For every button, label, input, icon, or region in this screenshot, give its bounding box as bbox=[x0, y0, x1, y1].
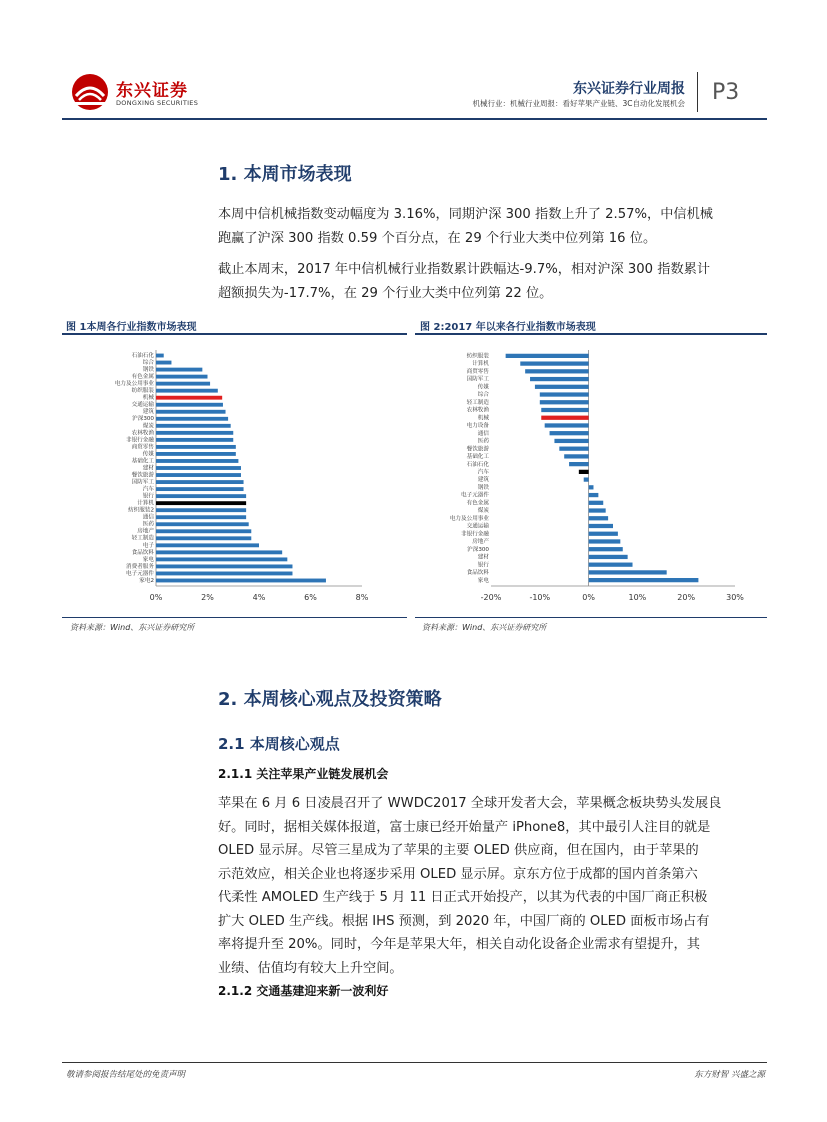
chart-bar bbox=[550, 431, 589, 435]
chart-bar bbox=[156, 389, 218, 393]
chart-category-label: 农林牧渔 bbox=[131, 430, 154, 437]
chart-bar bbox=[564, 454, 588, 458]
chart-bar bbox=[156, 375, 208, 379]
chart-category-label: 餐饮旅游 bbox=[466, 446, 489, 453]
chart-bar bbox=[525, 369, 588, 373]
footer-disclaimer: 敬请参阅报告结尾处的免责声明 bbox=[66, 1070, 186, 1080]
para1-line2: 跑赢了沪深 300 指数 0.59 个百分点，在 29 个行业大类中位列第 16 位。 bbox=[218, 230, 657, 246]
chart-bar bbox=[156, 579, 326, 583]
chart-category-label: 食品饮料 bbox=[131, 549, 154, 556]
chart-category-label: 计算机 bbox=[472, 361, 489, 368]
chart-bar bbox=[589, 485, 594, 489]
chart-category-label: 银行 bbox=[142, 493, 154, 500]
chart-category-label: 钢铁 bbox=[477, 484, 489, 491]
chart-category-label: 通信 bbox=[142, 514, 154, 521]
chart-x-tick-label: -20% bbox=[480, 593, 502, 602]
chart-category-label: 传媒 bbox=[477, 384, 489, 391]
chart-category-label: 纺织服装 bbox=[131, 388, 154, 395]
chart-category-label: 建筑 bbox=[477, 477, 489, 484]
chart-category-label: 机械 bbox=[477, 415, 489, 422]
chart-category-label: 交通运输 bbox=[131, 402, 154, 409]
chart-category-label: 纺织服装2 bbox=[128, 507, 154, 514]
chart-category-label: 石油石化 bbox=[466, 461, 489, 468]
chart-bar bbox=[589, 493, 599, 497]
section-2-1-2-title: 2.1.2 交通基建迎来新一波利好 bbox=[218, 984, 389, 998]
chart-x-tick-label: 0% bbox=[582, 593, 595, 602]
item1-line: 代柔性 AMOLED 生产线于 5 月 11 日正式开始投产，以其为代表的中国厂商正积极 bbox=[218, 890, 708, 905]
chart-category-label: 电子元器件 bbox=[461, 492, 489, 499]
item1-line: 业绩、估值均有较大上升空间。 bbox=[218, 960, 403, 976]
item1-line: OLED 显示屏。尽管三星成为了苹果的主要 OLED 供应商，但在国内，由于苹果的 bbox=[218, 843, 699, 858]
footer-slogan: 东方财智 兴盛之源 bbox=[694, 1070, 765, 1080]
chart-category-label: 纺织服装 bbox=[466, 353, 489, 360]
chart-x-tick-label: 0% bbox=[149, 593, 163, 602]
item1-line: 扩大 OLED 生产线。根据 IHS 预测，到 2020 年，中国厂商的 OLED 面板市场占有 bbox=[218, 913, 710, 929]
brand-name-cn: 东兴证券 bbox=[116, 81, 188, 101]
chart-category-label: 国防军工 bbox=[131, 479, 154, 486]
chart-category-label: 传媒 bbox=[142, 451, 154, 458]
figure-2-bottom-rule bbox=[415, 617, 767, 618]
chart-bar bbox=[156, 487, 244, 491]
chart-category-label: 建材 bbox=[477, 554, 489, 561]
chart-category-label: 家电2 bbox=[139, 577, 154, 584]
chart-bar bbox=[589, 524, 613, 528]
chart-bar bbox=[554, 439, 588, 443]
chart-category-label: 非银行金融 bbox=[126, 437, 154, 444]
brand-name-en: DONGXING SECURITIES bbox=[116, 99, 199, 107]
item1-line: 好。同时，据相关媒体报道，富士康已经开始量产 iPhone8，其中最引人注目的就是 bbox=[218, 819, 711, 835]
figure-2-source: 资料来源：Wind、东兴证券研究所 bbox=[422, 623, 547, 632]
chart-bar bbox=[156, 396, 222, 400]
chart-bar bbox=[156, 382, 210, 386]
chart-bar bbox=[589, 555, 628, 559]
chart-x-tick-label: 4% bbox=[252, 593, 266, 602]
item1-line: 苹果在 6 月 6 日凌晨召开了 WWDC2017 全球开发者大会，苹果概念板块势头发展良 bbox=[218, 796, 722, 811]
chart-bar bbox=[541, 408, 588, 412]
chart-bar bbox=[156, 431, 233, 435]
dongxing-logo-icon bbox=[70, 72, 110, 112]
section-1-paragraph-2 bbox=[218, 258, 763, 305]
chart-category-label: 钢铁 bbox=[142, 367, 154, 374]
chart-category-label: 基础化工 bbox=[466, 454, 489, 461]
chart-bar bbox=[156, 403, 223, 407]
chart-bar bbox=[545, 423, 589, 427]
chart-bar bbox=[589, 516, 609, 520]
chart-x-tick-label: -10% bbox=[529, 593, 551, 602]
chart-bar bbox=[589, 570, 667, 574]
chart-category-label: 医药 bbox=[477, 438, 489, 445]
chart-bar bbox=[589, 547, 623, 551]
para1-line1: 本周中信机械指数变动幅度为 3.16%，同期沪深 300 指数上升了 2.57%，中信机械 bbox=[218, 207, 713, 222]
chart-category-label: 有色金属 bbox=[466, 500, 489, 507]
chart-category-label: 食品饮料 bbox=[466, 570, 489, 577]
chart-bar bbox=[589, 532, 618, 536]
chart-x-tick-label: 10% bbox=[628, 593, 647, 602]
chart-bar bbox=[579, 470, 589, 474]
chart-bar bbox=[156, 529, 251, 533]
chart-bar bbox=[589, 508, 606, 512]
figure-2-chart bbox=[415, 338, 767, 613]
chart-category-label: 综合 bbox=[477, 392, 489, 399]
chart-category-label: 综合 bbox=[142, 359, 154, 366]
chart-bar bbox=[156, 438, 233, 442]
chart-category-label: 电子 bbox=[142, 542, 154, 549]
section-1-title: 1. 本周市场表现 bbox=[218, 164, 352, 185]
section-1-paragraph-1 bbox=[218, 203, 763, 250]
item1-line: 示范效应，相关企业也将逐步采用 OLED 显示屏。京东方位于成都的国内首条第六 bbox=[218, 866, 698, 882]
chart-category-label: 房地产 bbox=[137, 528, 154, 535]
chart-bar bbox=[156, 508, 246, 512]
section-2-title: 2. 本周核心观点及投资策略 bbox=[218, 689, 442, 710]
chart-bar bbox=[156, 522, 249, 526]
chart-bar bbox=[535, 385, 589, 389]
chart-bar bbox=[156, 473, 241, 477]
chart-category-label: 建筑 bbox=[142, 409, 154, 416]
chart-category-label: 煤炭 bbox=[477, 508, 489, 515]
chart-bar bbox=[156, 480, 244, 484]
chart-category-label: 房地产 bbox=[472, 539, 489, 546]
chart-category-label: 计算机 bbox=[137, 500, 154, 507]
header-divider bbox=[697, 72, 698, 112]
chart-x-tick-label: 2% bbox=[201, 593, 214, 602]
chart-category-label: 医药 bbox=[142, 521, 154, 528]
chart-category-label: 电力及公用事业 bbox=[114, 381, 154, 388]
chart-category-label: 沪深300 bbox=[467, 546, 489, 553]
chart-category-label: 轻工制造 bbox=[131, 535, 154, 542]
chart-category-label: 机械 bbox=[142, 395, 154, 402]
chart-bar bbox=[156, 550, 282, 554]
chart-bar bbox=[156, 445, 236, 449]
chart-bar bbox=[156, 494, 246, 498]
chart-bar bbox=[156, 354, 164, 358]
chart-bar bbox=[156, 424, 231, 428]
chart-category-label: 有色金属 bbox=[131, 374, 154, 381]
chart-bar bbox=[156, 572, 292, 576]
chart-bar bbox=[156, 466, 241, 470]
chart-category-label: 汽车 bbox=[477, 469, 489, 476]
chart-category-label: 电力设备 bbox=[466, 423, 489, 430]
para2-line1: 截止本周末，2017 年中信机械行业指数累计跌幅达-9.7%，相对沪深 300 指数累计 bbox=[218, 262, 711, 277]
figure-1-top-rule bbox=[62, 333, 407, 335]
chart-x-tick-label: 8% bbox=[355, 593, 369, 602]
page-number: P3 bbox=[712, 80, 740, 105]
chart-bar bbox=[156, 361, 171, 365]
chart-bar bbox=[156, 515, 246, 519]
section-2-1-1-title: 2.1.1 关注苹果产业链发展机会 bbox=[218, 767, 389, 781]
figure-1-source: 资料来源：Wind、东兴证券研究所 bbox=[70, 623, 195, 632]
header-rule bbox=[62, 118, 767, 120]
chart-category-label: 交通运输 bbox=[466, 523, 489, 530]
chart-bar bbox=[530, 377, 589, 381]
figure-2-title: 图 2:2017 年以来各行业指数市场表现 bbox=[420, 322, 596, 333]
chart-bar bbox=[569, 462, 589, 466]
section-2-1-1-paragraph bbox=[218, 792, 763, 980]
figure-1-title: 图 1本周各行业指数市场表现 bbox=[66, 322, 197, 333]
chart-bar bbox=[156, 557, 287, 561]
chart-bar bbox=[156, 410, 226, 414]
chart-category-label: 轻工制造 bbox=[466, 399, 489, 406]
chart-category-label: 国防军工 bbox=[466, 376, 489, 383]
chart-category-label: 农林牧渔 bbox=[466, 407, 489, 414]
chart-category-label: 煤炭 bbox=[142, 423, 154, 430]
report-subtitle: 机械行业：机械行业周报：看好苹果产业链、3C自动化发展机会 bbox=[472, 99, 685, 108]
chart-category-label: 石油石化 bbox=[131, 352, 154, 359]
chart-bar bbox=[589, 501, 604, 505]
chart-bar bbox=[156, 564, 292, 568]
chart-bar bbox=[506, 354, 589, 358]
chart-category-label: 沪深300 bbox=[132, 416, 154, 423]
item1-line: 率将提升至 20%。同时，今年是苹果大年，相关自动化设备企业需求有望提升，其 bbox=[218, 937, 700, 952]
chart-bar bbox=[540, 400, 589, 404]
chart-category-label: 商贸零售 bbox=[131, 444, 154, 451]
chart-bar bbox=[589, 539, 621, 543]
chart-category-label: 银行 bbox=[477, 562, 489, 569]
chart-x-tick-label: 20% bbox=[677, 593, 696, 602]
chart-x-tick-label: 30% bbox=[726, 593, 744, 602]
chart-bar bbox=[589, 563, 633, 567]
para2-line2: 超额损失为-17.7%，在 29 个行业大类中位列第 22 位。 bbox=[218, 285, 553, 301]
figure-2-top-rule bbox=[415, 333, 767, 335]
chart-bar bbox=[156, 536, 251, 540]
chart-category-label: 商贸零售 bbox=[466, 368, 489, 375]
chart-bar bbox=[584, 477, 589, 481]
chart-bar bbox=[520, 361, 588, 365]
chart-bar bbox=[156, 368, 202, 372]
chart-bar bbox=[156, 459, 238, 463]
chart-category-label: 家电 bbox=[477, 577, 489, 584]
figure-1-chart bbox=[62, 338, 407, 613]
chart-category-label: 非银行金融 bbox=[461, 531, 489, 538]
section-2-1-title: 2.1 本周核心观点 bbox=[218, 735, 340, 753]
chart-bar bbox=[156, 452, 236, 456]
chart-category-label: 家电 bbox=[142, 556, 154, 563]
figure-1-bottom-rule bbox=[62, 617, 407, 618]
chart-bar bbox=[540, 392, 589, 396]
chart-category-label: 汽车 bbox=[142, 486, 154, 493]
chart-category-label: 通信 bbox=[477, 430, 489, 437]
chart-category-label: 基础化工 bbox=[131, 458, 154, 465]
chart-category-label: 餐饮旅游 bbox=[131, 472, 154, 479]
chart-bar bbox=[541, 416, 588, 420]
footer-rule bbox=[62, 1062, 767, 1063]
chart-x-tick-label: 6% bbox=[304, 593, 317, 602]
chart-bar bbox=[589, 578, 699, 582]
chart-category-label: 电力及公用事业 bbox=[449, 515, 489, 522]
chart-category-label: 消费者服务 bbox=[126, 563, 154, 570]
chart-bar bbox=[156, 501, 246, 505]
chart-category-label: 电子元器件 bbox=[126, 570, 154, 577]
chart-category-label: 建材 bbox=[142, 465, 154, 472]
chart-bar bbox=[559, 447, 588, 451]
chart-bar bbox=[156, 543, 259, 547]
report-name: 东兴证券行业周报 bbox=[573, 81, 685, 97]
chart-bar bbox=[156, 417, 228, 421]
